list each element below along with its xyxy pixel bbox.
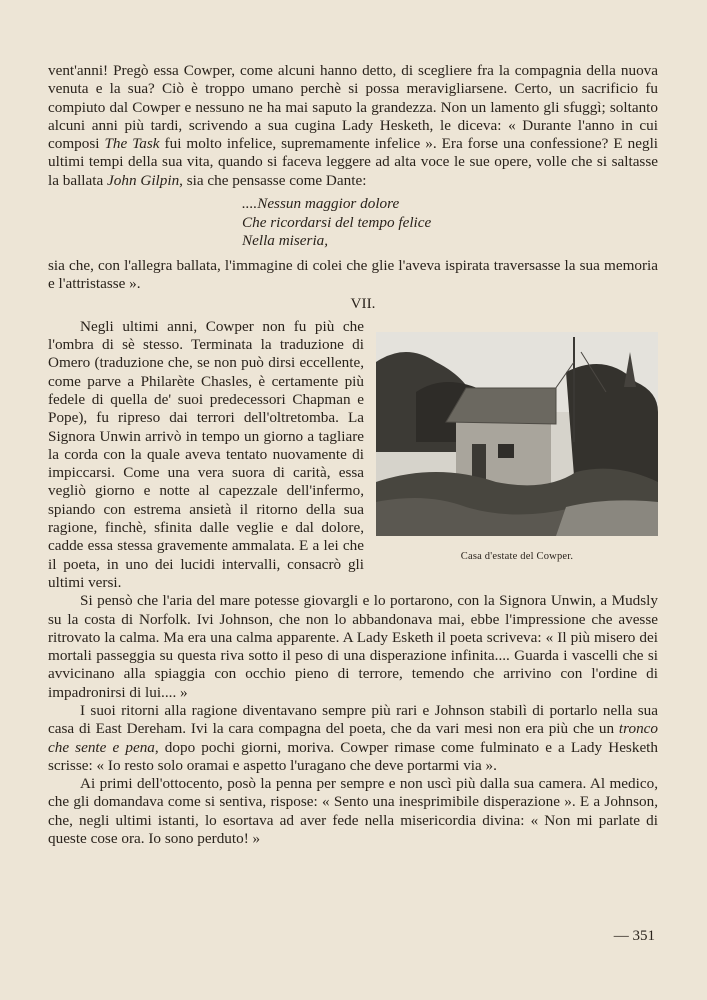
paragraph-4: Ai primi dell'ottocento, posò la penna per sempre e non uscì più dalla sua camera. Al medico, che gli domandava come si sentiva, rispose: « Sento una inesprimibile disperazione ». E a Johnson, che, negli ultimi istanti, lo esortava ad aver fede nella misericordia divina: « Non mi parlate di queste cose ora. Io sono perduto! » [48,775,658,848]
paragraph-1: Negli ultimi anni, Cowper non fu più che l'ombra di sè stesso. Terminata la traduzione di Omero (traduzione che, se non può dirsi eccellente, come parve a Philarète Chasles, è certamente più fedele di quella de' suoi predecessori Chapman e Pope), fu ripreso dai terrori dell'oltretomba. La Signora Unwin arrivò in tempo un giorno a tagliare la corda con la quale aveva tentato nuovamente di impiccarsi. Come una vera suora di carità, essa vegliò giorno e notte al capezzale dell'infermo, spiando con estrema ansietà il ritorno della sua ragione, finchè, sfinita dalle veglie e dal dolore, cadde essa stessa gravemente ammalata. E a lei che il poeta, in uno dei lucidi intervalli, consacrò gli ultimi versi. [48,317,364,591]
page-number: — 351 [613,928,655,944]
intro-text-a: vent'anni! Pregò essa Cowper, come alcuni hanno detto, di scegliere fra la compagnia della nuova venuta e la sua? Ciò è troppo umano perchè si possa meravigliarsene. Certo, un sacrificio fu compiuto dal Cowper e nessuno ne ha mai saputo la grandezza. Non un lamento gli sfuggì; soltanto alcuni anni più tardi, scrivendo a sua cugina Lady Hesketh, le diceva: « Durante l'anno in cui composi [48,62,658,153]
verse-line-1: ....Nessun maggior dolore [242,195,400,213]
title-the-task: The Task [104,135,160,153]
section-heading: VII. [350,295,376,313]
verse-line-2: Che ricordarsi del tempo felice [242,213,432,231]
paragraph-3-text-a: I suoi ritorni alla ragione diventavano sempre più rari e Johnson stabilì di portarlo nella sua casa di East Dereham. Ivi la cara compagna del poeta, che da vari mesi non era più che un [48,701,658,738]
body-text [48,62,658,848]
figure-caption: Casa d'estate del Cowper. [460,550,574,562]
figure [376,332,658,566]
cottage-photo [376,332,658,536]
paragraph-3 [48,702,658,775]
intro-text-c: , sia che pensasse come Dante: [179,171,367,189]
paragraph-3-italic: tronco che sente e pena [48,720,658,756]
paragraph-2: Si pensò che l'aria del mare potesse giovargli e lo portarono, con la Signora Unwin, a Mudsly su la costa di Norfolk. Ivi Johnson, che non lo abbandonava mai, ebbe l'impressione che avesse ritrovato la calma. Ma era una calma apparente. A Lady Esketh il poeta scriveva: « Il più misero dei mortali passeggia su questa riva sotto il peso di una disperazione infinita.... Guarda i vascelli che si avvicinano alla spiaggia con occhio pieno di terrore, temendo che arrivino con l'ordine di impadronirsi di lui.... » [48,592,658,701]
paragraph-3-text-b: , dopo pochi giorni, moriva. Cowper rimase come fulminato e a Lady Hesketh scrisse: « Io resto solo oramai e aspetto l'uragano che deve portarmi via ». [48,738,658,774]
intro-paragraph [48,62,658,190]
intro-text-b: fui molto infelice, supremamente infelice ». Era forse una confessione? E negli ultimi tempi della sua vita, quando si faceva leggere ad alta voce le sue opere, volle che si saltasse la ballata [48,135,659,189]
title-john-gilpin: John Gilpin [107,171,180,189]
verse-line-3: Nella miseria, [242,232,329,250]
after-verse-paragraph: sia che, con l'allegra ballata, l'immagine di colei che glie l'aveva ispirata traversasse la sua memoria e l'attristasse ». [48,256,658,293]
